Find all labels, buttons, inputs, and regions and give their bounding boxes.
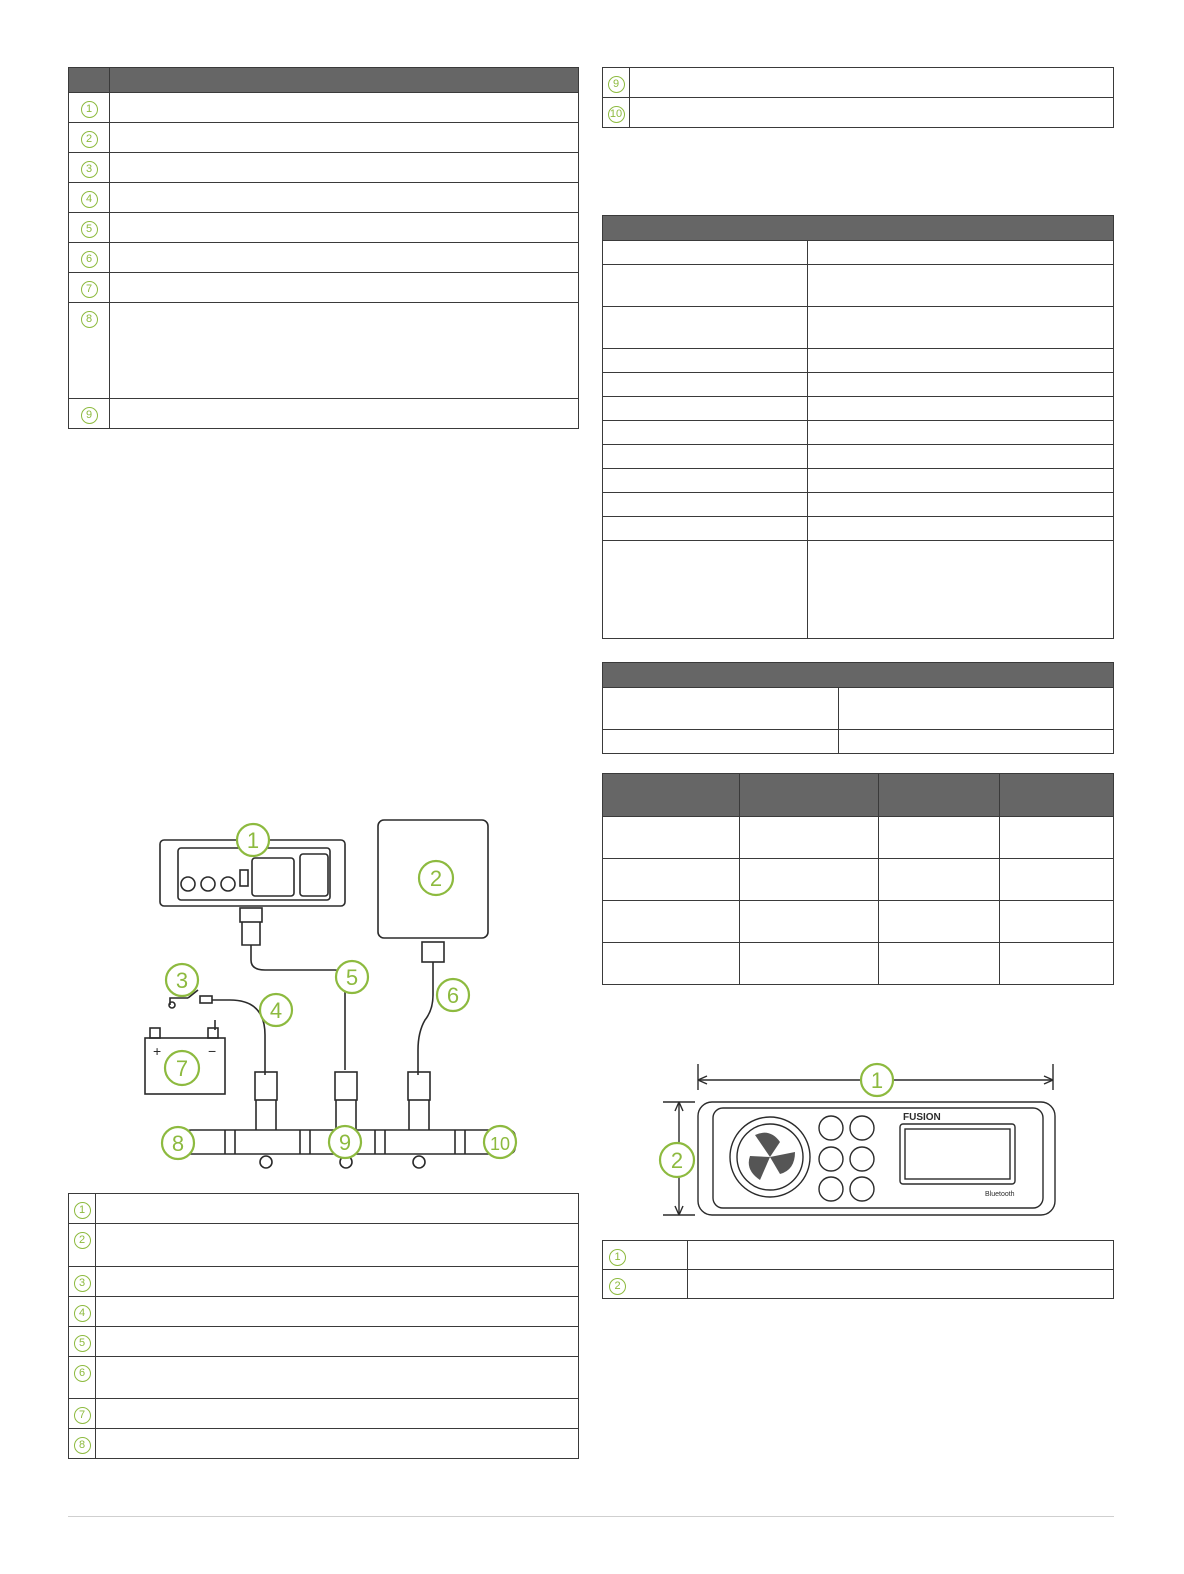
callout-number: 1 <box>81 101 98 118</box>
table-row <box>603 397 1114 421</box>
table-row <box>603 541 1114 639</box>
table-row <box>603 1270 1114 1299</box>
table-row <box>603 68 1114 98</box>
table-header-row <box>603 774 1114 817</box>
callout-number: 6 <box>74 1365 91 1382</box>
callout-number: 8 <box>74 1437 91 1454</box>
battery-plus: + <box>153 1043 162 1059</box>
wiring-diagram <box>130 810 550 1180</box>
table-row <box>603 349 1114 373</box>
diagram-callout-1: 1 <box>246 828 260 853</box>
callout-number: 2 <box>74 1232 91 1249</box>
table-row <box>603 1241 1114 1270</box>
table-row <box>69 273 579 303</box>
table-row <box>603 98 1114 128</box>
table-row <box>603 445 1114 469</box>
callout-number: 3 <box>74 1275 91 1292</box>
table-row <box>69 399 579 429</box>
table-row <box>603 241 1114 265</box>
table-row <box>69 1429 579 1459</box>
table-header-row <box>69 68 579 93</box>
diagram-callout-8: 8 <box>171 1131 185 1156</box>
diagram-callout-7: 7 <box>175 1056 189 1081</box>
diagram-callout-6: 6 <box>446 983 460 1008</box>
table-row <box>603 688 1114 730</box>
diagram-callout-10: 10 <box>489 1134 511 1154</box>
table-row <box>603 859 1114 901</box>
table-row <box>603 307 1114 349</box>
table-row <box>69 153 579 183</box>
callout-number: 5 <box>81 221 98 238</box>
callout-number: 1 <box>74 1202 91 1219</box>
callout-number: 7 <box>81 281 98 298</box>
callout-number: 9 <box>81 407 98 424</box>
callout-number: 9 <box>608 76 625 93</box>
callout-number: 6 <box>81 251 98 268</box>
diagram-callout-3: 3 <box>175 968 189 993</box>
table-row <box>69 243 579 273</box>
table-row <box>69 1357 579 1399</box>
table-row <box>69 123 579 153</box>
table-row <box>603 817 1114 859</box>
callout-number: 5 <box>74 1335 91 1352</box>
table-row <box>603 469 1114 493</box>
table-header-row <box>603 216 1114 241</box>
right-key-table <box>602 67 1114 128</box>
left-key-table <box>68 67 579 429</box>
dimension-table <box>602 1240 1114 1299</box>
diagram-callout-2: 2 <box>429 866 443 891</box>
table-row <box>603 421 1114 445</box>
dimension-callout-2: 2 <box>670 1148 684 1173</box>
display-screen <box>900 1124 1015 1184</box>
diagram-callout-5: 5 <box>345 965 359 990</box>
table-row <box>69 1224 579 1267</box>
callout-number: 2 <box>609 1278 626 1295</box>
callout-number: 4 <box>81 191 98 208</box>
diagram-callout-9: 9 <box>338 1130 352 1155</box>
table-row <box>69 1194 579 1224</box>
table-row <box>603 901 1114 943</box>
table-row <box>603 730 1114 754</box>
table-row <box>603 493 1114 517</box>
table-row <box>69 213 579 243</box>
battery-minus: − <box>208 1043 217 1059</box>
table-header-row <box>603 663 1114 688</box>
table-row <box>69 93 579 123</box>
callout-number: 8 <box>81 311 98 328</box>
table-row <box>69 1399 579 1429</box>
brand-logo: FUSION <box>903 1112 941 1123</box>
table-row <box>69 183 579 213</box>
table-row <box>603 943 1114 985</box>
footer-divider <box>68 1516 1114 1517</box>
table-row <box>603 517 1114 541</box>
dimension-callout-1: 1 <box>870 1068 884 1093</box>
four-column-table <box>602 773 1114 985</box>
callout-number: 2 <box>81 131 98 148</box>
callout-number: 1 <box>609 1249 626 1266</box>
table-row <box>69 303 579 399</box>
table-row <box>69 1267 579 1297</box>
callout-number: 10 <box>608 106 625 123</box>
wiring-key-table <box>68 1193 579 1459</box>
callout-number: 7 <box>74 1407 91 1424</box>
table-row <box>69 1327 579 1357</box>
bluetooth-label: Bluetooth <box>985 1191 1015 1198</box>
table-row <box>603 265 1114 307</box>
dimension-diagram <box>655 1060 1075 1220</box>
table-row <box>603 373 1114 397</box>
callout-number: 3 <box>81 161 98 178</box>
callout-number: 4 <box>74 1305 91 1322</box>
diagram-callout-4: 4 <box>269 998 283 1023</box>
specifications-table <box>602 215 1114 639</box>
table-row <box>69 1297 579 1327</box>
secondary-spec-table <box>602 662 1114 754</box>
